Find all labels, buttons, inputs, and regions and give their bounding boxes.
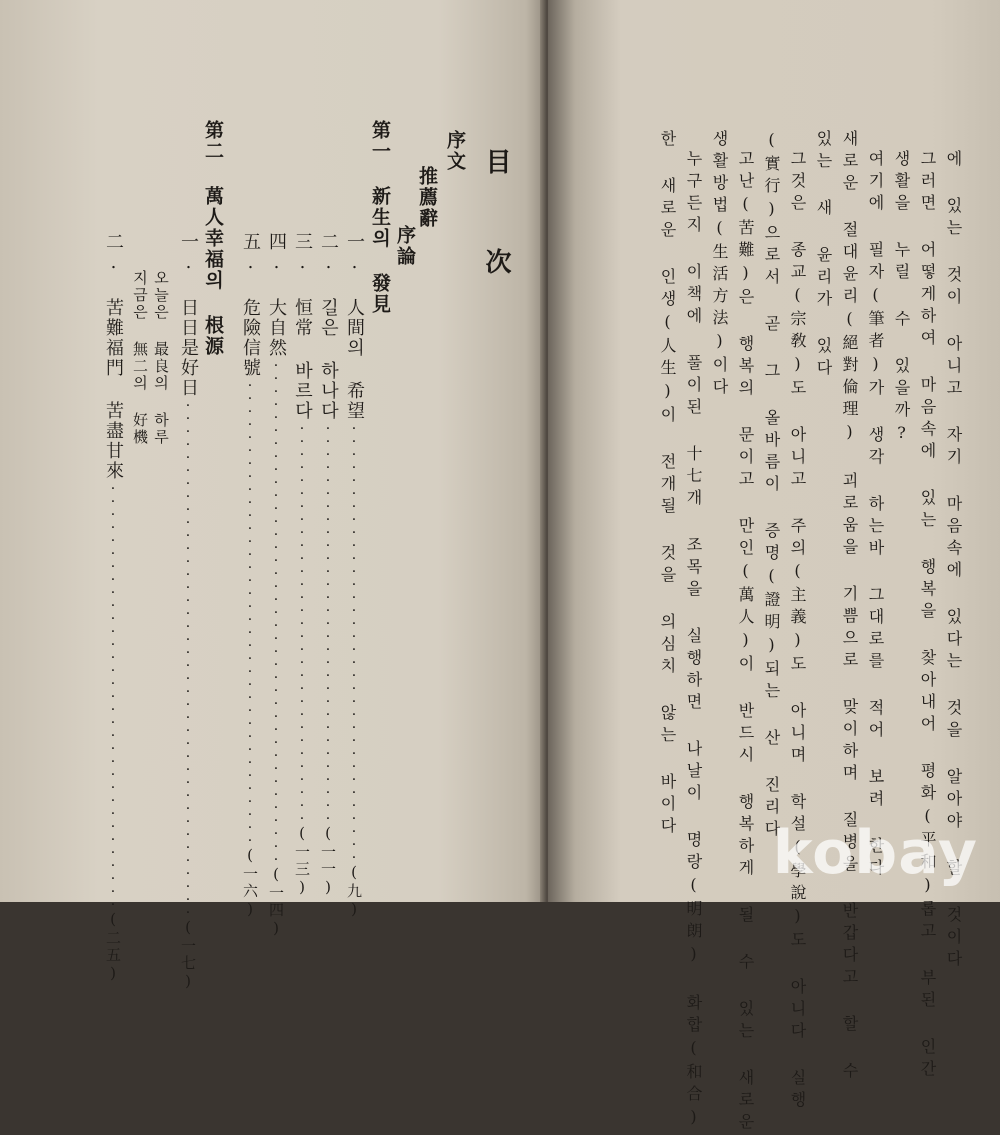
toc-item-label: 四. 大自然 — [266, 232, 287, 358]
toc-introduction: 序論 — [394, 225, 416, 267]
body-line: 한 새로운 인생(人生)이 전개될 것을 의심치 않는 바이다 — [658, 130, 677, 839]
body-line: 있는 새 윤리가 있다 — [814, 130, 833, 381]
toc-item-label: 二. 苦難福門 苦盡甘來 — [103, 232, 124, 481]
body-line: 누구든지 이책에 풀이된 十七개 조목을 실행하면 나날이 명랑(明朗) 화합(和合) — [684, 150, 703, 1132]
toc-item[interactable]: 四. 大自然·······································(一四) — [266, 232, 287, 939]
body-line: 생활을 누릴 수 있을까? — [892, 150, 911, 448]
toc-item-subtitle: 오늘은 最良의 하루 — [152, 270, 170, 446]
toc-item-label: 二. 길은 하나다 — [318, 232, 339, 421]
left-page-table-of-contents — [0, 0, 548, 992]
toc-page-number: (九) — [345, 863, 363, 920]
toc-page-number: (二五) — [104, 910, 122, 984]
toc-preface: 序文 — [444, 130, 466, 172]
toc-page-number: (一三) — [293, 824, 311, 898]
toc-page-number: (一七) — [179, 918, 197, 992]
toc-page-number: (一一) — [319, 824, 337, 898]
body-line: 고난(苦難)은 행복의 문이고 만인(萬人)이 반드시 행복하게 될 수 있는 새로운 — [736, 150, 755, 1135]
toc-title: 目 次 — [481, 148, 511, 296]
body-line: 새로운 절대윤리(絕對倫理) 괴로움을 기쁨으로 맞이하며 질병을 반갑다고 할 수 — [840, 130, 859, 1084]
body-line: 생활방법(生活方法)이다 — [710, 130, 729, 400]
body-line: 그러면 어떻게하여 마음속에 있는 행복을 찾아내어 평화(平和)롭고 부된 인간 — [918, 150, 937, 1082]
toc-item[interactable]: 一. 人間의 希望··································(九) — [344, 232, 365, 920]
toc-item[interactable]: 二. 苦難福門 苦盡甘來·································(二五) — [103, 232, 124, 984]
toc-page-number: (一六) — [241, 846, 259, 920]
toc-item[interactable]: 三. 恒常 바르다·······························(一三) — [292, 232, 313, 898]
toc-item[interactable]: 一. 日日是好日········································(一七) — [178, 232, 199, 992]
toc-chapter-heading: 第二 萬人幸福의 根源 — [202, 120, 224, 357]
toc-item[interactable]: 二. 길은 하나다·······························(一一) — [318, 232, 339, 898]
toc-recommend: 推薦辭 — [416, 166, 438, 229]
body-line: 그것은 종교(宗敎)도 아니고 주의(主義)도 아니며 학설(學說)도 아니다 실행 — [788, 150, 807, 1113]
body-line: 에 있는 것이 아니고 자기 마음속에 있다는 것을 알아야 할 것이다 — [944, 150, 963, 972]
toc-item-label: 一. 人間의 希望 — [344, 232, 365, 421]
toc-page-number: (一四) — [267, 865, 285, 939]
watermark-logo: kobay — [772, 818, 978, 888]
toc-item-subtitle: 지금은 無二의 好機 — [131, 270, 149, 446]
toc-item-label: 五. 危險信號 — [240, 232, 261, 378]
body-line: 여기에 필자(筆者)가 생각 하는바 그대로를 적어 보려 한다 — [866, 150, 885, 881]
toc-item[interactable]: 五. 危險信號····································(一六) — [240, 232, 261, 920]
toc-item-label: 一. 日日是好日 — [178, 232, 199, 398]
right-page-body — [548, 0, 1000, 1135]
toc-chapter-heading: 第一 新生의 發見 — [369, 120, 391, 315]
body-line: (實行)으로서 곧 그 올바름이 증명(證明)되는 산 진리다 — [762, 130, 781, 842]
toc-item-label: 三. 恒常 바르다 — [292, 232, 313, 421]
